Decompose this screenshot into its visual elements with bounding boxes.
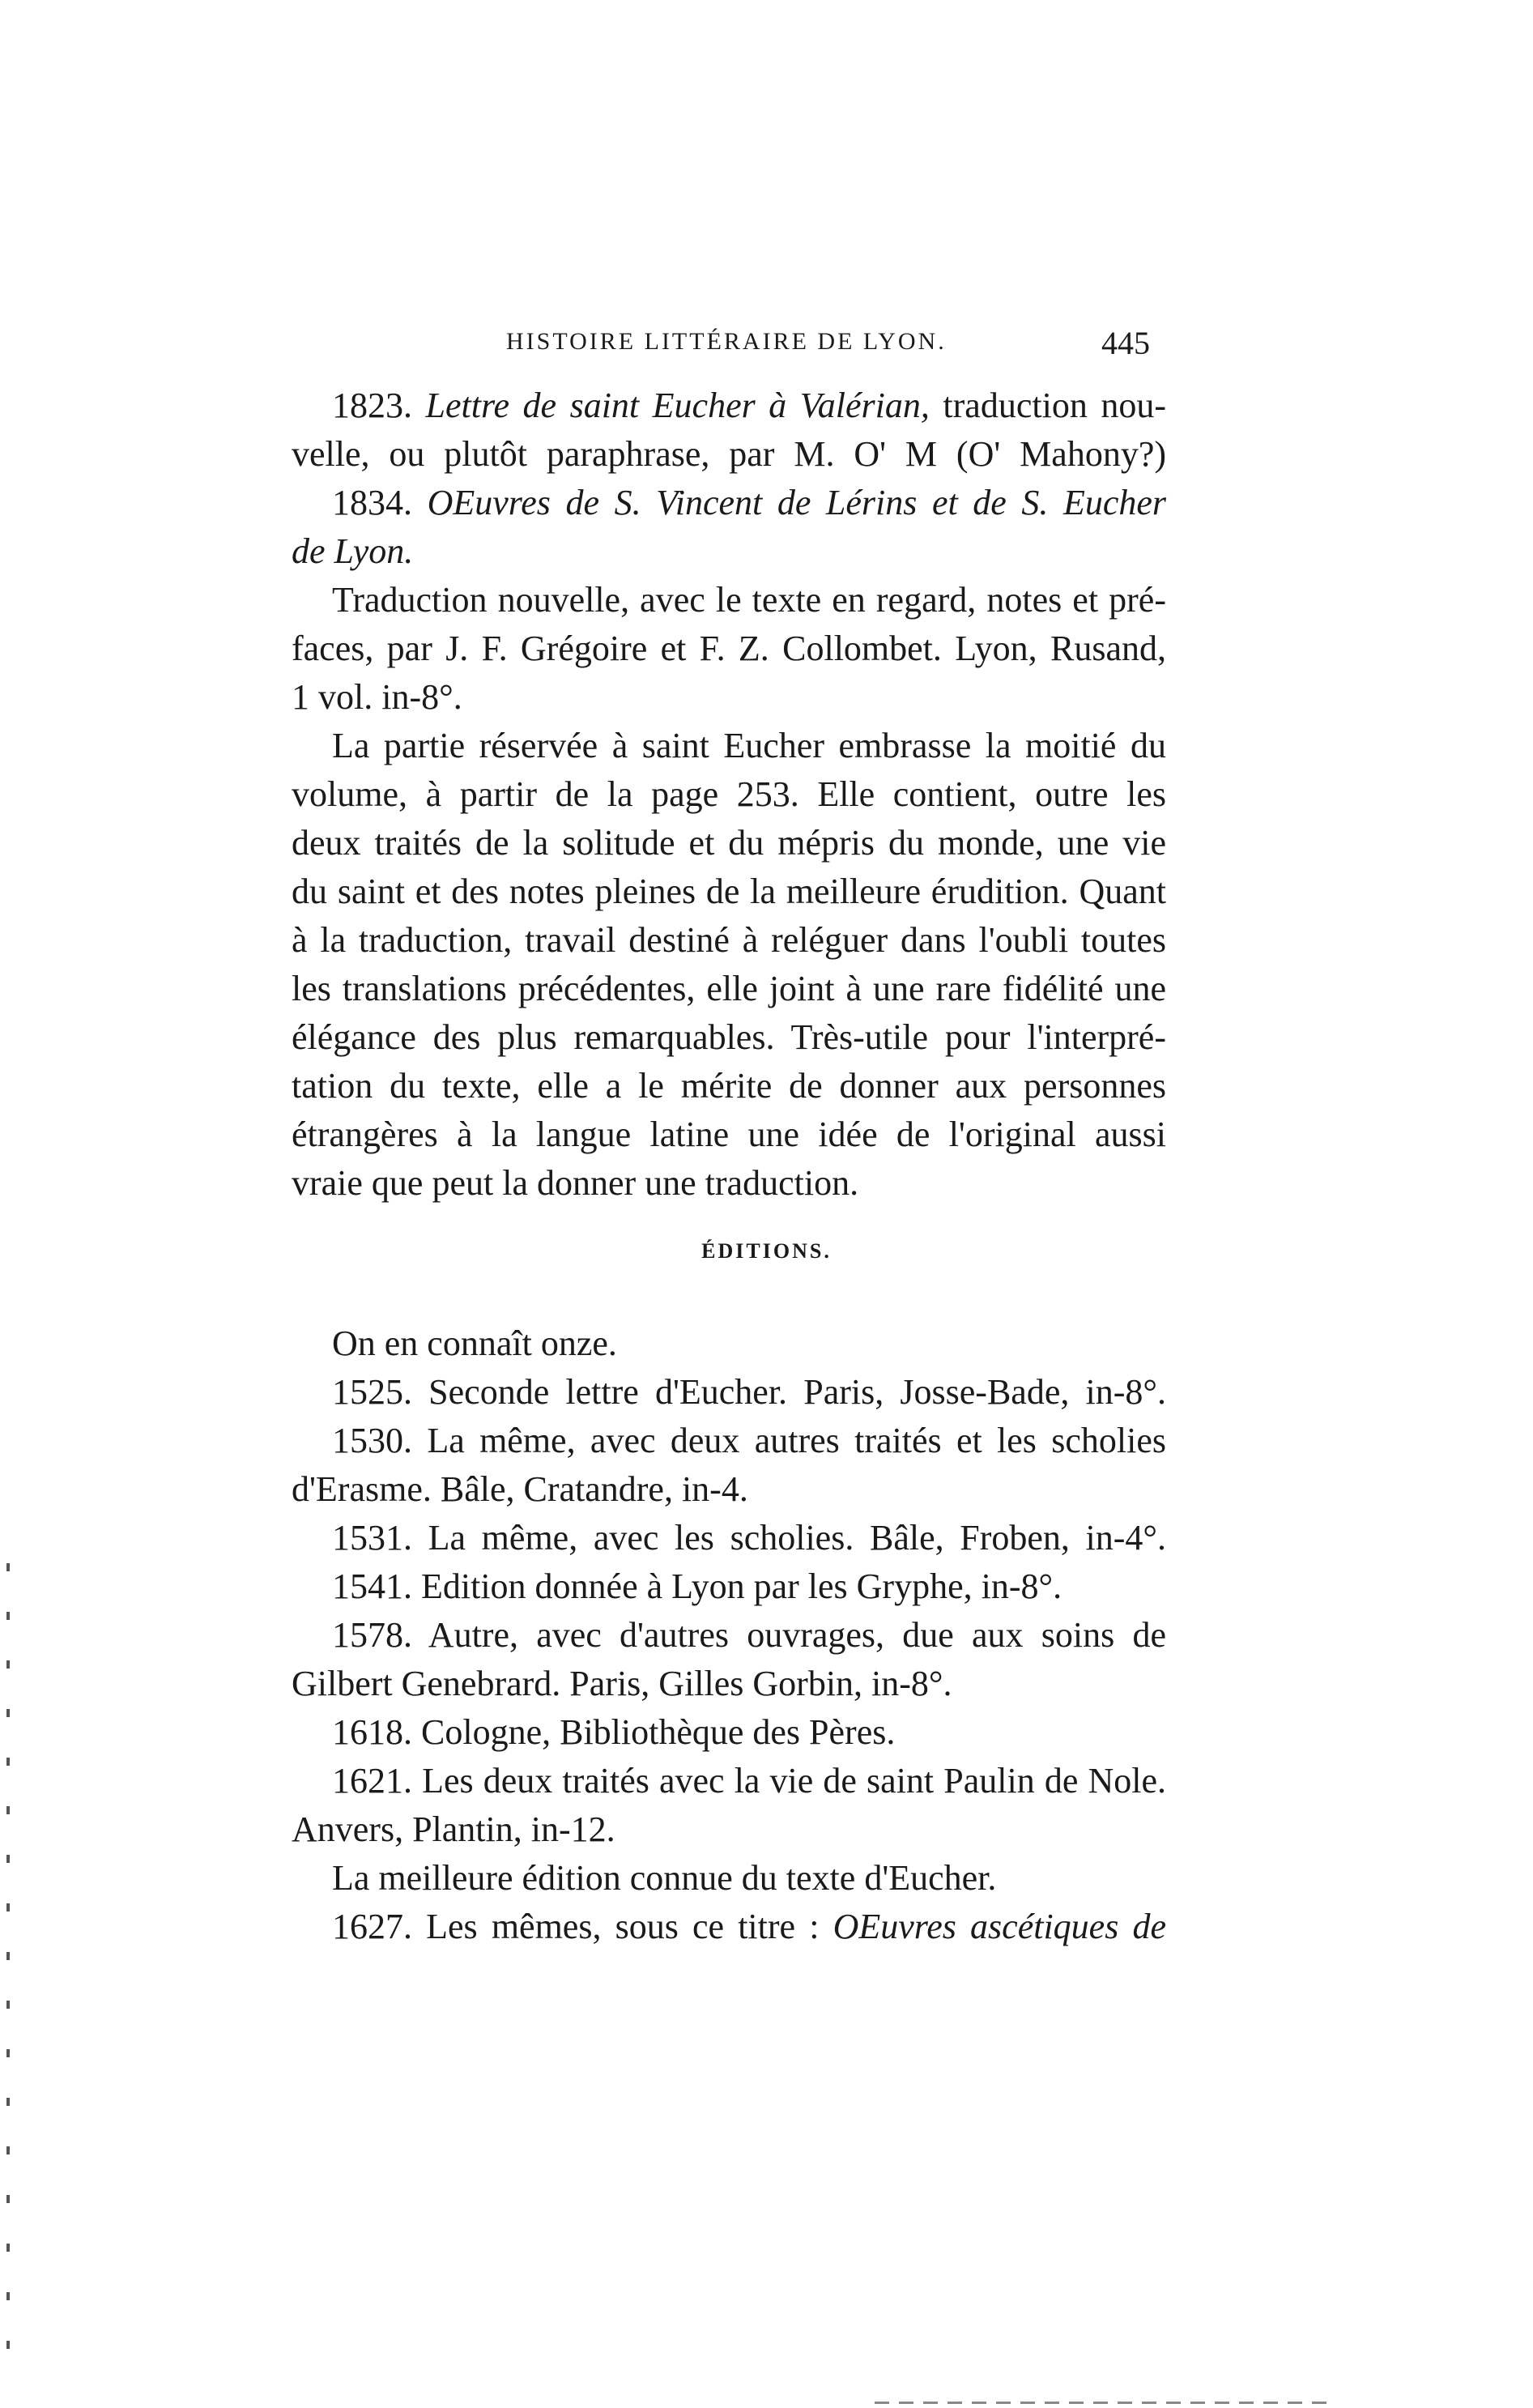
scan-bottom-artifact <box>875 2402 1328 2404</box>
paragraph-line: tation du texte, elle a le mérite de donner aux personnes <box>292 1066 1166 1106</box>
running-header: HISTOIRE LITTÉRAIRE DE LYON. <box>506 328 947 355</box>
translation-line1: Traduction nouvelle, avec le texte en regard, notes et pré- <box>332 580 1166 620</box>
entry-year: 1834. <box>332 483 412 522</box>
edition-year: 1621. <box>332 1761 412 1801</box>
edition-item: 1541. Edition donnée à Lyon par les Gryphe, in-8°. <box>332 1566 1062 1606</box>
entry-title: Lettre de saint Eucher à Valérian, <box>425 386 930 425</box>
edition-item: 1627. Les mêmes, sous ce titre : OEuvres ascétiques de <box>332 1907 1167 1946</box>
paragraph-line: volume, à partir de la page 253. Elle contient, outre les <box>292 774 1166 814</box>
paragraph-line: étrangères à la langue latine une idée de l'original aussi <box>292 1114 1166 1154</box>
edition-item: 1530. La même, avec deux autres traités et les scholies <box>332 1421 1166 1460</box>
edition-year: 1627. <box>332 1907 412 1946</box>
edition-year: 1578. <box>332 1615 412 1655</box>
entry-1823-line2: velle, ou plutôt paraphrase, par M. O' M (O' Mahony?) <box>292 434 1166 474</box>
page-number: 445 <box>1101 325 1150 361</box>
edition-year: 1525. <box>332 1372 412 1412</box>
paragraph-line: du saint et des notes pleines de la meilleure érudition. Quant <box>292 872 1166 911</box>
scan-margin-artifact <box>6 1563 10 2357</box>
entry-1834-line1 <box>332 479 1166 526</box>
paragraph-line: les translations précédentes, elle joint à une rare fidélité une <box>292 969 1166 1008</box>
edition-item: 1618. Cologne, Bibliothèque des Pères. <box>332 1712 896 1752</box>
edition-year: 1531. <box>332 1518 412 1558</box>
edition-year: 1541. <box>332 1566 412 1606</box>
edition-item-continuation: Anvers, Plantin, in-12. <box>292 1809 615 1849</box>
edition-year: 1618. <box>332 1712 412 1752</box>
paragraph-line: à la traduction, travail destiné à reléguer dans l'oubli toutes <box>292 920 1166 960</box>
section-heading: ÉDITIONS. <box>701 1239 832 1263</box>
edition-item-continuation: d'Erasme. Bâle, Cratandre, in-4. <box>292 1469 748 1509</box>
paragraph-line: vraie que peut la donner une traduction. <box>292 1163 859 1203</box>
entry-year: 1823. <box>332 386 412 425</box>
edition-item-continuation: Gilbert Genebrard. Paris, Gilles Gorbin, in-8°. <box>292 1664 952 1703</box>
edition-note: La meilleure édition connue du texte d'Eucher. <box>332 1858 997 1898</box>
edition-item: 1531. La même, avec les scholies. Bâle, Froben, in-4°. <box>332 1518 1166 1558</box>
edition-item: 1621. Les deux traités avec la vie de saint Paulin de Nole. <box>332 1761 1166 1801</box>
translation-line2: faces, par J. F. Grégoire et F. Z. Collombet. Lyon, Rusand, <box>292 629 1166 668</box>
paragraph-line: La partie réservée à saint Eucher embrasse la moitié du <box>332 726 1166 765</box>
translation-line3: 1 vol. in-8°. <box>292 677 462 717</box>
edition-item: 1578. Autre, avec d'autres ouvrages, due aux soins de <box>332 1615 1166 1655</box>
paragraph-line: élégance des plus remarquables. Très-utile pour l'interpré- <box>292 1017 1166 1057</box>
edition-item: 1525. Seconde lettre d'Eucher. Paris, Josse-Bade, in-8°. <box>332 1372 1166 1412</box>
edition-year: 1530. <box>332 1421 412 1460</box>
editions-intro: On en connaît onze. <box>332 1323 617 1363</box>
entry-title: OEuvres de S. Vincent de Lérins et de S. Eucher <box>427 483 1166 522</box>
entry-1834-line2: de Lyon. <box>292 531 414 571</box>
entry-1823-line1: 1823. Lettre de saint Eucher à Valérian, traduction nou- <box>332 386 1166 425</box>
paragraph-line: deux traités de la solitude et du mépris du monde, une vie <box>292 823 1166 863</box>
